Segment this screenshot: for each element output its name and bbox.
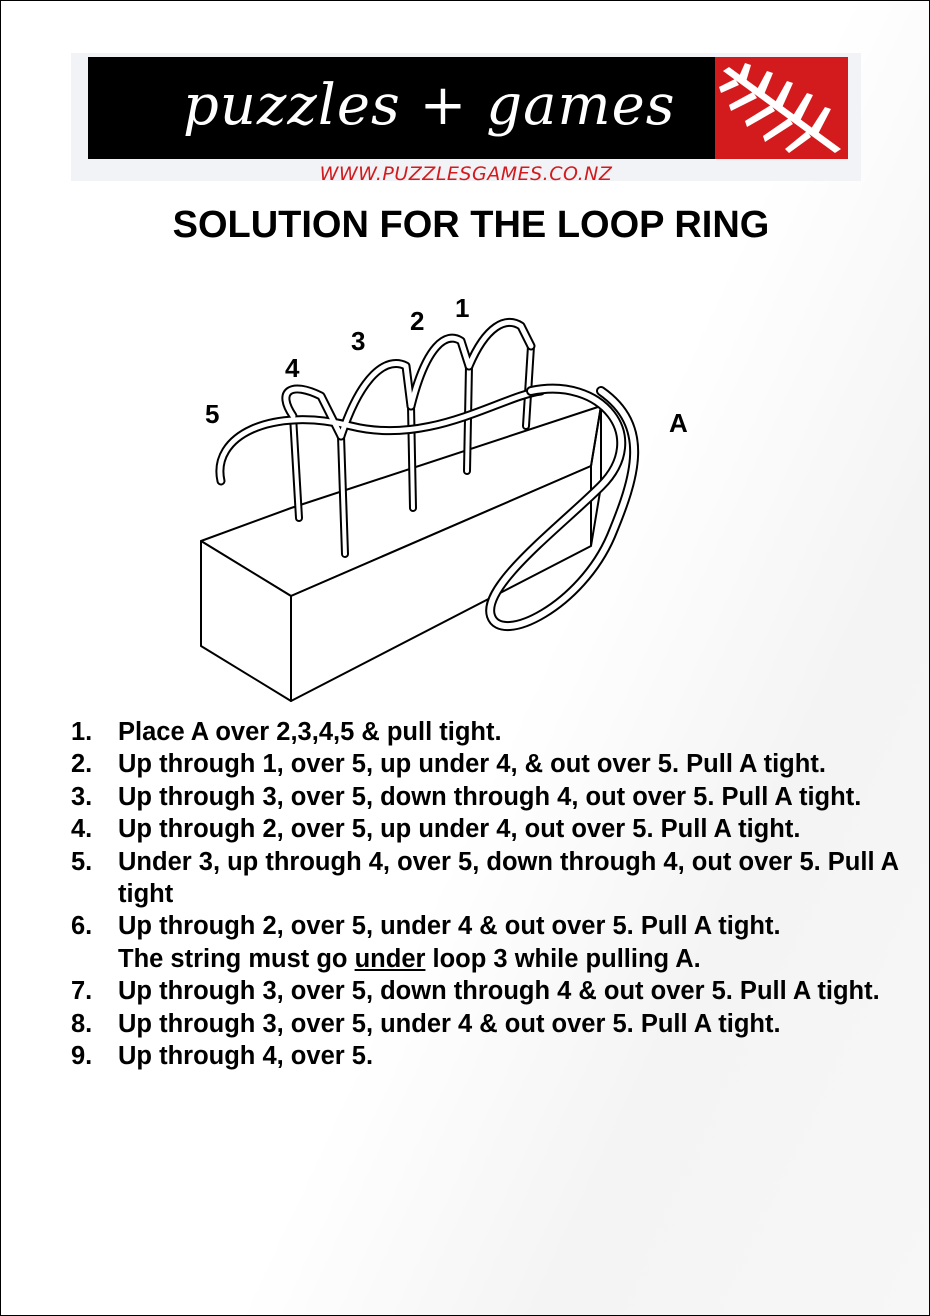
solution-steps: [71, 716, 921, 1072]
step-text: Place A over 2,3,4,5 & pull tight.: [118, 718, 502, 746]
step-text: Up through 2, over 5, under 4 & out over 5. Pull A tight.: [118, 912, 781, 941]
step-number: 8.: [71, 1009, 93, 1038]
brand-logo-text: puzzles + games: [183, 73, 676, 138]
loop-label-5: 5: [205, 399, 220, 429]
step-item: [71, 910, 921, 975]
step-item: [71, 781, 921, 813]
step-item: [71, 1008, 921, 1040]
step-item: [71, 846, 921, 911]
header-banner: [88, 57, 848, 159]
step-text: Up through 3, over 5, down through 4 & out over 5. Pull A tight.: [118, 977, 880, 1006]
string-label-a: A: [669, 408, 688, 438]
loop-label-1: 1: [455, 293, 470, 323]
step-item: [71, 748, 921, 780]
step-number: 2.: [71, 750, 93, 779]
step-text: Under 3, up through 4, over 5, down through 4, out over 5. Pull A tight: [118, 847, 899, 909]
step-text: Up through 3, over 5, down through 4, out over 5. Pull A tight.: [118, 782, 862, 811]
step-text: Up through 1, over 5, up under 4, & out over 5. Pull A tight.: [118, 750, 826, 779]
fern-icon: [715, 57, 848, 159]
step-item: [71, 975, 921, 1007]
step-note-end: loop 3 while pulling A.: [425, 944, 701, 973]
step-number: 4.: [71, 815, 93, 844]
step-item: [71, 813, 921, 845]
loop-label-3: 3: [351, 326, 366, 356]
step-number: 3.: [71, 782, 93, 811]
step-text: Up through 2, over 5, up under 4, out over 5. Pull A tight.: [118, 815, 801, 844]
step-number: 9.: [71, 1042, 93, 1071]
step-item: [71, 1040, 921, 1072]
step-note-emphasis: under: [354, 944, 426, 973]
step-number: 1.: [71, 718, 93, 746]
step-text: Up through 4, over 5.: [118, 1042, 374, 1071]
page-title: SOLUTION FOR THE LOOP RING: [172, 204, 770, 246]
step-number: 7.: [71, 977, 93, 1006]
loop-ring-illustration: [181, 286, 741, 716]
website-url[interactable]: WWW.PUZZLESGAMES.CO.NZ: [319, 163, 613, 185]
step-number: 5.: [71, 847, 93, 876]
step-text: Up through 3, over 5, under 4 & out over 5. Pull A tight.: [118, 1009, 781, 1038]
step-item: [71, 716, 921, 748]
loop-ring-diagram: [181, 286, 741, 716]
loop-label-4: 4: [285, 353, 300, 383]
step-number: 6.: [71, 912, 93, 941]
loop-label-2: 2: [410, 306, 425, 336]
step-note: The string must go: [118, 944, 355, 973]
